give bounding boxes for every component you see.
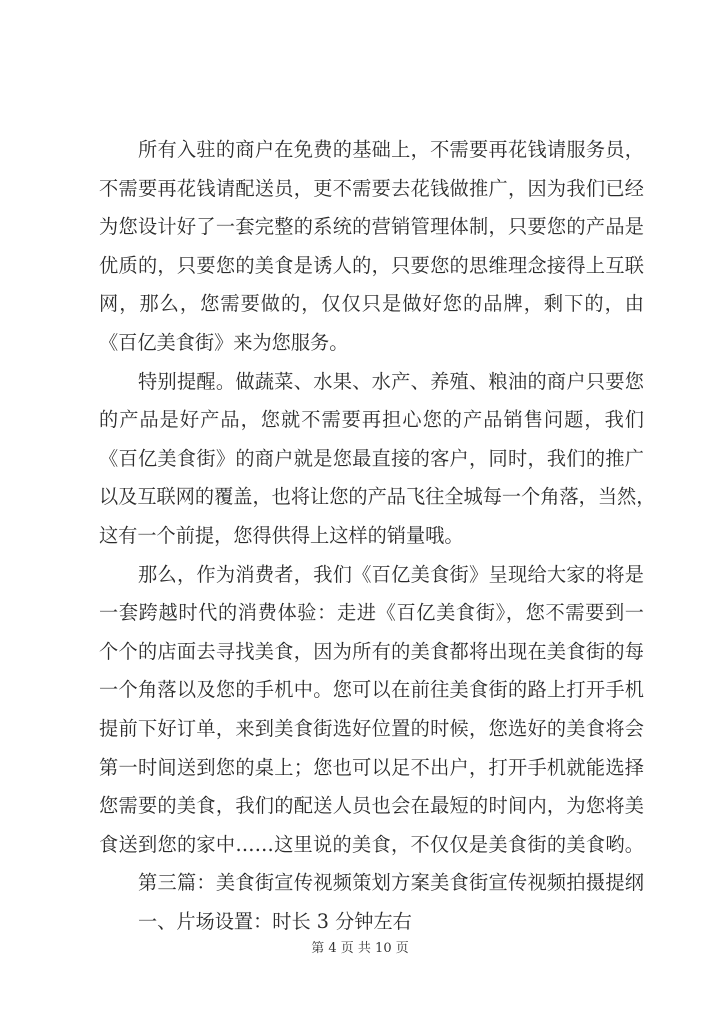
text-line: 为您设计好了一套完整的系统的营销管理体制，只要您的产品是 (99, 215, 644, 239)
text-line: 特别提醒。做蔬菜、水果、水产、养殖、粮油的商户只要您 (138, 369, 644, 393)
text-line: 您需要的美食，我们的配送人员也会在最短的时间内，为您将美 (99, 794, 644, 818)
text-line: 一个角落以及您的手机中。您可以在前往美食街的路上打开手机 (99, 678, 644, 702)
text-line: 《百亿美食街》来为您服务。 (99, 330, 349, 354)
page-footer: 第 4 页 共 10 页 (311, 941, 409, 956)
text-line: 以及互联网的覆盖，也将让您的产品飞往全城每一个角落，当然， (99, 485, 656, 509)
text-line: 优质的，只要您的美食是诱人的，只要您的思维理念接得上互联 (99, 253, 644, 277)
document-body (99, 131, 656, 941)
text-line: 个个的店面去寻找美食，因为所有的美食都将出现在美食街的每 (99, 639, 644, 663)
text-line: 网，那么，您需要做的，仅仅只是做好您的品牌，剩下的，由 (99, 292, 644, 316)
text-line: 《百亿美食街》的商户就是您最直接的客户，同时，我们的推广 (99, 446, 644, 470)
text-line: 那么，作为消费者，我们《百亿美食街》呈现给大家的将是 (138, 562, 644, 586)
text-line: 食送到您的家中……这里说的美食，不仅仅是美食街的美食哟。 (99, 832, 644, 856)
text-line: 第三篇：美食街宣传视频策划方案美食街宣传视频拍摄提纲 (138, 871, 644, 895)
text-line: 第一时间送到您的桌上；您也可以足不出户，打开手机就能选择 (99, 755, 644, 779)
text-line: 的产品是好产品，您就不需要再担心您的产品销售问题，我们 (99, 408, 644, 432)
text-line: 不需要再花钱请配送员，更不需要去花钱做推广，因为我们已经 (99, 176, 644, 200)
text-line: 这有一个前提，您得供得上这样的销量哦。 (99, 523, 464, 547)
text-line: 一、片场设置：时长 3 分钟左右 (138, 909, 412, 933)
text-line: 提前下好订单，来到美食街选好位置的时候，您选好的美食将会 (99, 716, 644, 740)
text-line: 所有入驻的商户在免费的基础上，不需要再花钱请服务员， (138, 138, 644, 161)
text-line: 一套跨越时代的消费体验：走进《百亿美食街》，您不需要到一 (99, 601, 644, 625)
